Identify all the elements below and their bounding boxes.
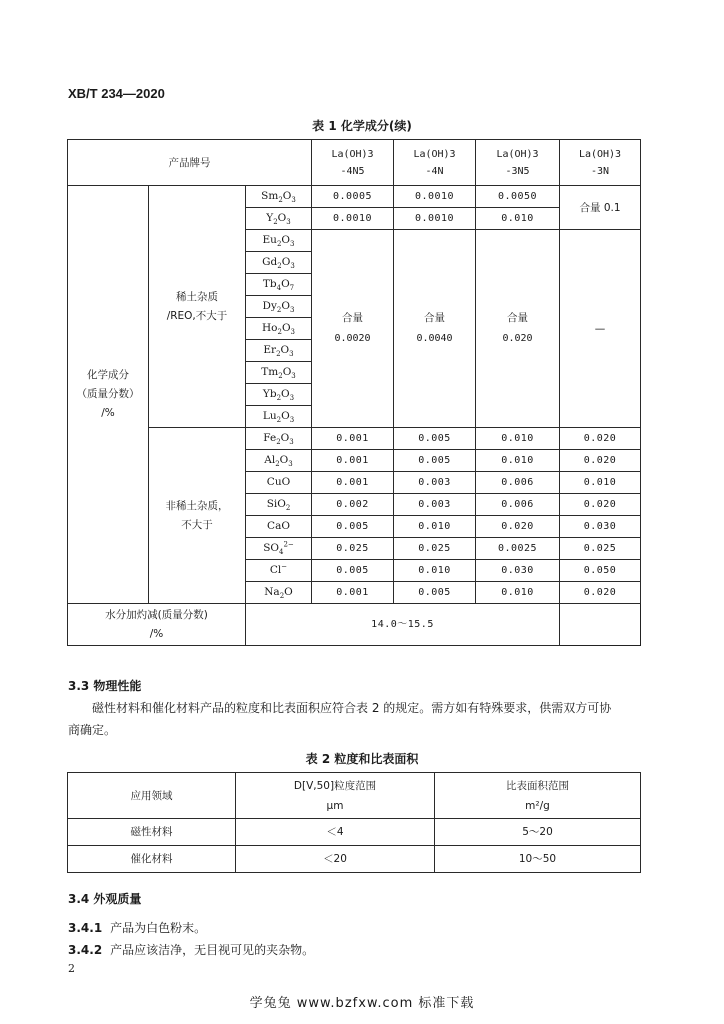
value-cell: 0.0005: [312, 186, 394, 208]
value-cell: 0.001: [312, 428, 394, 450]
oxide-formula: $Ho_2O_3$: [246, 318, 312, 340]
compound-formula: $Fe_2O_3$: [246, 428, 312, 450]
value-cell: 0.003: [394, 494, 476, 516]
value-cell: 0.005: [394, 428, 476, 450]
grade-header: La(OH)3 -3N5: [476, 140, 560, 186]
compound-formula: CaO: [246, 516, 312, 538]
table-row: [68, 846, 641, 873]
section-3-3-paragraph: 磁性材料和催化材料产品的粒度和比表面积应符合表 2 的规定。需方如有特殊要求，供需双方可协 商确定。: [68, 701, 612, 737]
table-row: [68, 186, 641, 208]
item-3-4-1: 3.4.1 产品为白色粉末。: [68, 921, 207, 935]
ssa-cell: 5～20: [435, 819, 641, 846]
chemical-composition-table: [67, 139, 641, 646]
combined-value-cell: 合量 0.020: [476, 230, 560, 428]
table-row: [68, 819, 641, 846]
field-cell: 催化材料: [68, 846, 236, 873]
value-cell: 0.010: [476, 450, 560, 472]
value-cell: 0.001: [312, 582, 394, 604]
combined-value-cell: 合量 0.0040: [394, 230, 476, 428]
value-cell: 0.006: [476, 494, 560, 516]
d50-header: D[V,50]粒度范围 μm: [236, 773, 435, 819]
value-cell: 0.003: [394, 472, 476, 494]
compound-formula: Cl−: [246, 560, 312, 582]
value-cell: 0.002: [312, 494, 394, 516]
d50-cell: ＜4: [236, 819, 435, 846]
value-cell: 0.0010: [312, 208, 394, 230]
oxide-formula: $Y_2O_3$: [246, 208, 312, 230]
table-row: [68, 773, 641, 819]
value-cell: 0.050: [560, 560, 641, 582]
oxide-formula: $Er_2O_3$: [246, 340, 312, 362]
value-cell: 0.001: [312, 450, 394, 472]
value-cell: 0.010: [560, 472, 641, 494]
page-number: 2: [68, 962, 75, 975]
value-cell: 0.005: [394, 582, 476, 604]
value-cell: 0.010: [476, 208, 560, 230]
item-3-4-2: 3.4.2 产品应该洁净，无目视可见的夹杂物。: [68, 943, 315, 957]
table-row: [68, 428, 641, 450]
value-cell: 0.030: [476, 560, 560, 582]
section-3-4-title: 3.4 外观质量: [68, 892, 142, 906]
grade-header: La(OH)3 -4N: [394, 140, 476, 186]
ssa-cell: 10～50: [435, 846, 641, 873]
table1-caption: 表 1 化学成分(续): [312, 119, 412, 133]
value-cell: 0.0010: [394, 208, 476, 230]
value-cell: 0.020: [560, 494, 641, 516]
value-cell: 0.0025: [476, 538, 560, 560]
value-cell: 0.0010: [394, 186, 476, 208]
value-cell: 0.025: [394, 538, 476, 560]
grade-header: La(OH)3 -4N5: [312, 140, 394, 186]
value-cell: 0.005: [312, 560, 394, 582]
compound-formula: SiO$_2$: [246, 494, 312, 516]
compound-formula: $SO_4^{2-}$: [246, 538, 312, 560]
dash-cell: —: [560, 230, 641, 428]
footer-watermark: 学兔兔 www.bzfxw.com 标准下载: [249, 996, 475, 1011]
value-cell: 0.0050: [476, 186, 560, 208]
chemical-composition-label: 化学成分 （质量分数） /%: [68, 186, 149, 604]
oxide-formula: $Yb_2O_3$: [246, 384, 312, 406]
value-cell: 0.010: [394, 560, 476, 582]
d50-cell: ＜20: [236, 846, 435, 873]
moisture-label: 水分加灼减(质量分数) /%: [68, 604, 246, 646]
value-cell: 0.020: [560, 582, 641, 604]
document-code: XB/T 234—2020: [68, 86, 165, 101]
particle-size-table: [67, 772, 641, 873]
value-cell: 0.006: [476, 472, 560, 494]
section-3-3-title: 3.3 物理性能: [68, 679, 142, 693]
value-cell: 0.025: [560, 538, 641, 560]
oxide-formula: $Tm_2O_3$: [246, 362, 312, 384]
oxide-formula: $Eu_2O_3$: [246, 230, 312, 252]
value-cell: 0.020: [476, 516, 560, 538]
oxide-formula: $Dy_2O_3$: [246, 296, 312, 318]
value-cell: 0.010: [476, 582, 560, 604]
value-cell: 0.030: [560, 516, 641, 538]
table-row: [68, 140, 641, 186]
field-header: 应用领域: [68, 773, 236, 819]
value-cell: 0.005: [394, 450, 476, 472]
oxide-formula: $Tb_4O_7$: [246, 274, 312, 296]
grade-header: La(OH)3 -3N: [560, 140, 641, 186]
value-cell: 0.020: [560, 428, 641, 450]
compound-formula: $Al_2O_3$: [246, 450, 312, 472]
value-cell: 0.010: [394, 516, 476, 538]
combined-value-cell: 合量 0.0020: [312, 230, 394, 428]
value-cell: 0.010: [476, 428, 560, 450]
oxide-formula: $Sm_2O_3$: [246, 186, 312, 208]
value-cell: 0.025: [312, 538, 394, 560]
field-cell: 磁性材料: [68, 819, 236, 846]
value-cell: 0.005: [312, 516, 394, 538]
compound-formula: CuO: [246, 472, 312, 494]
moisture-value: 14.0～15.5: [246, 604, 560, 646]
value-cell: 0.020: [560, 450, 641, 472]
compound-formula: $Na_2O$: [246, 582, 312, 604]
grade-3n-total-cell: 合量 0.1: [560, 186, 641, 230]
rare-earth-impurity-label: 稀土杂质 /REO,不大于: [149, 186, 246, 428]
value-cell: 0.001: [312, 472, 394, 494]
oxide-formula: $Lu_2O_3$: [246, 406, 312, 428]
product-grade-label: 产品牌号: [68, 140, 312, 186]
ssa-header: 比表面积范围 m²/g: [435, 773, 641, 819]
oxide-formula: $Gd_2O_3$: [246, 252, 312, 274]
table2-caption: 表 2 粒度和比表面积: [305, 752, 419, 766]
non-rare-earth-impurity-label: 非稀土杂质， 不大于: [149, 428, 246, 604]
table-row: [68, 604, 641, 646]
